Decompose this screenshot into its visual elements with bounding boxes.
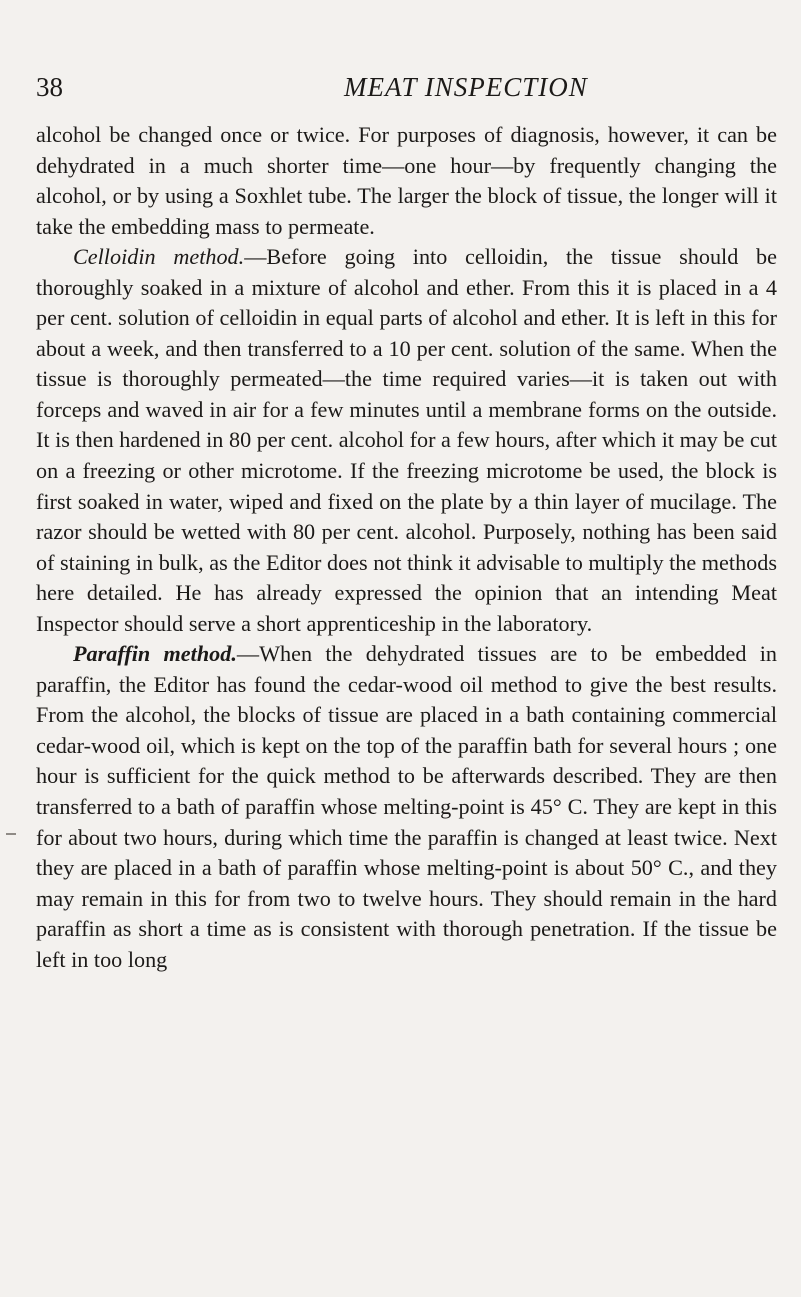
paragraph-continued bbox=[36, 120, 777, 242]
paragraph-text: alcohol be changed once or twice. For purposes of diagnosis, however, it can be dehydrated in a much shorter time—one hour—by frequently changing the alcohol, or by using a Soxhlet tube. The larger the block of tissue, the longer will it take the embedding mass to permeate. bbox=[36, 122, 777, 239]
paragraph-text: —When the dehydrated tissues are to be embedded in paraffin, the Editor has found the cedar-wood oil method to give the best results. From the alcohol, the blocks of tissue are placed in a bath containing commercial cedar-wood oil, which is kept on the top of the paraffin bath for several hours ; one hour is sufficient for the quick method to be afterwards described. They are then transferred to a bath of paraffin whose melting-point is 45° C. They are kept in this for about two hours, during which time the paraffin is changed at least twice. Next they are placed in a bath of paraffin whose melting-point is about 50° C., and they may remain in this for from two to twelve hours. They should remain in the hard paraffin as short a time as is consistent with thorough penetration. If the tissue be left in too long bbox=[36, 641, 777, 972]
page-header bbox=[36, 72, 776, 112]
page-number: 38 bbox=[36, 72, 63, 102]
body-text bbox=[36, 120, 777, 975]
margin-mark bbox=[6, 833, 16, 835]
section-lead-paraffin: Paraffin method. bbox=[73, 641, 237, 667]
section-lead-celloidin: Celloidin method. bbox=[73, 244, 245, 270]
paragraph-paraffin-method bbox=[36, 639, 777, 975]
paragraph-celloidin-method bbox=[36, 242, 777, 639]
paragraph-text: —Before going into celloidin, the tissue should be thoroughly soaked in a mixture of alcohol and ether. From this it is placed in a 4 per cent. solution of celloidin in equal parts of alcohol and ether. It is left in this for about a week, and then transferred to a 10 per cent. solution of the same. When the tissue is thoroughly permeated—the time required varies—it is taken out with forceps and waved in air for a few minutes until a membrane forms on the outside. It is then hardened in 80 per cent. alcohol for a few hours, after which it may be cut on a freezing or other microtome. If the freezing microtome be used, the block is first soaked in water, wiped and fixed on the plate by a thin layer of mucilage. The razor should be wetted with 80 per cent. alcohol. Purposely, nothing has been said of staining in bulk, as the Editor does not think it advisable to multiply the methods here detailed. He has already expressed the opinion that an intending Meat Inspector should serve a short apprenticeship in the laboratory. bbox=[36, 244, 777, 636]
running-title: MEAT INSPECTION bbox=[344, 72, 588, 102]
